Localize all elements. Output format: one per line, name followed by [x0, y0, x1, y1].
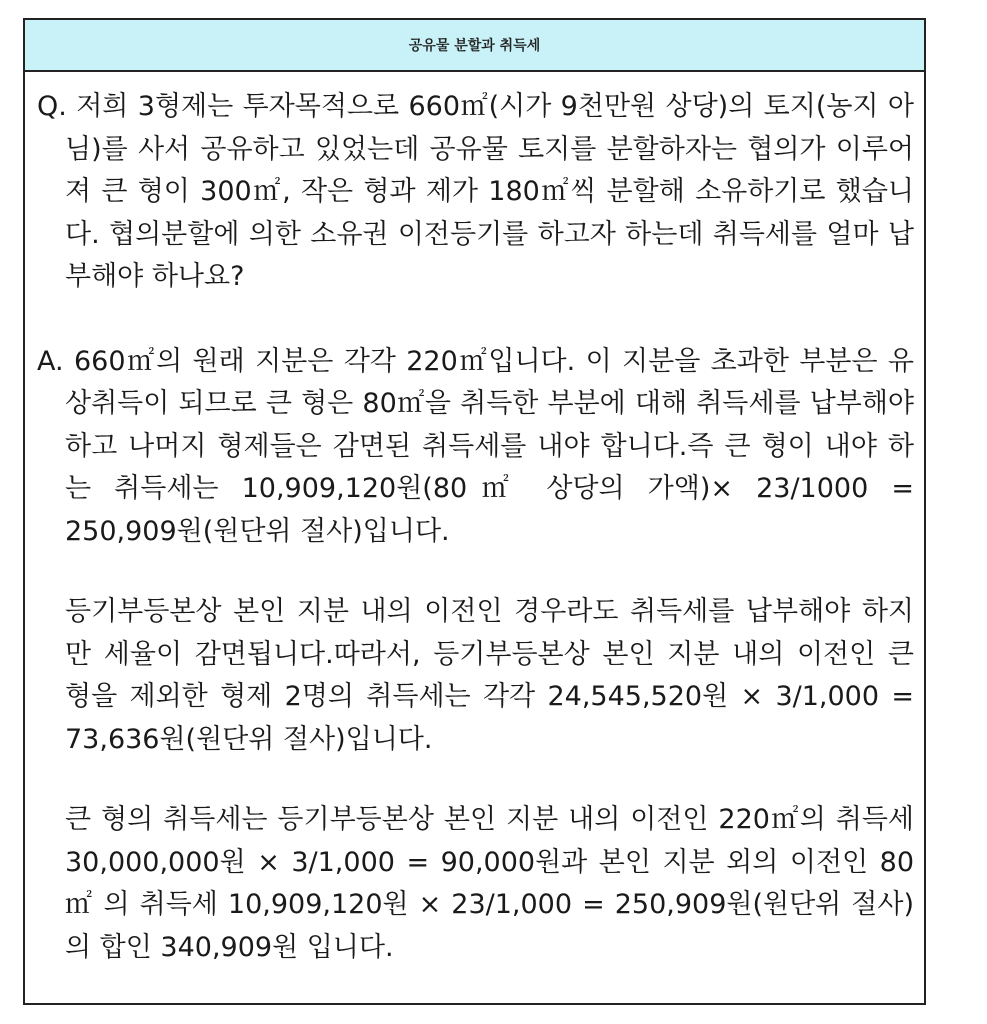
qa-content	[25, 72, 924, 969]
question-text: Q. 저희 3형제는 투자목적으로 660㎡(시가 9천만원 상당)의 토지(농지 아님)를 사서 공유하고 있었는데 공유물 토지를 분할하자는 협의가 이루어져 큰 형이 300㎡, 작은 형과 제가 180㎡씩 분할해 소유하기로 했습니다. 협의분할에 의한 소유권 이전등기를 하고자 하는데 취득세를 얼마 납부해야 하나요?	[37, 91, 914, 292]
spacer	[37, 553, 914, 591]
qa-box	[23, 18, 926, 1005]
answer-paragraph-2: 등기부등본상 본인 지분 내의 이전인 경우라도 취득세를 납부해야 하지만 세율이 감면됩니다.따라서, 등기부등본상 본인 지분 내의 이전인 큰 형을 제외한 형제 2명의 취득세는 각각 24,545,520원 × 3/1,000 = 73,636원(원단위 절사)입니다.	[65, 596, 914, 755]
box-header	[25, 20, 924, 72]
answer-paragraph-3: 큰 형의 취득세는 등기부등본상 본인 지분 내의 이전인 220㎡의 취득세 30,000,000원 × 3/1,000 = 90,000원과 본인 지분 외의 이전인 80 ㎡ 의 취득세 10,909,120원 × 23/1,000 = 250,909원(원단위 절사)의 합인 340,909원 입니다.	[65, 804, 914, 963]
answer-intro: A. 660㎡의 원래 지분은 각각 220㎡입니다. 이 지분을 초과한 부분은 유상취득이 되므로 큰 형은 80㎡을 취득한 부분에 대해 취득세를 납부해야 하고 나머지 형제들은 감면된 취득세를 내야 합니다.즉 큰 형이 내야 하는 취득세는 10,909,120원(80㎡ 상당의 가액)× 23/1000 = 250,909원(원단위 절사)입니다.	[37, 345, 914, 547]
spacer	[37, 299, 914, 341]
spacer	[37, 761, 914, 799]
header-title: 공유물 분할과 취득세	[408, 38, 541, 54]
